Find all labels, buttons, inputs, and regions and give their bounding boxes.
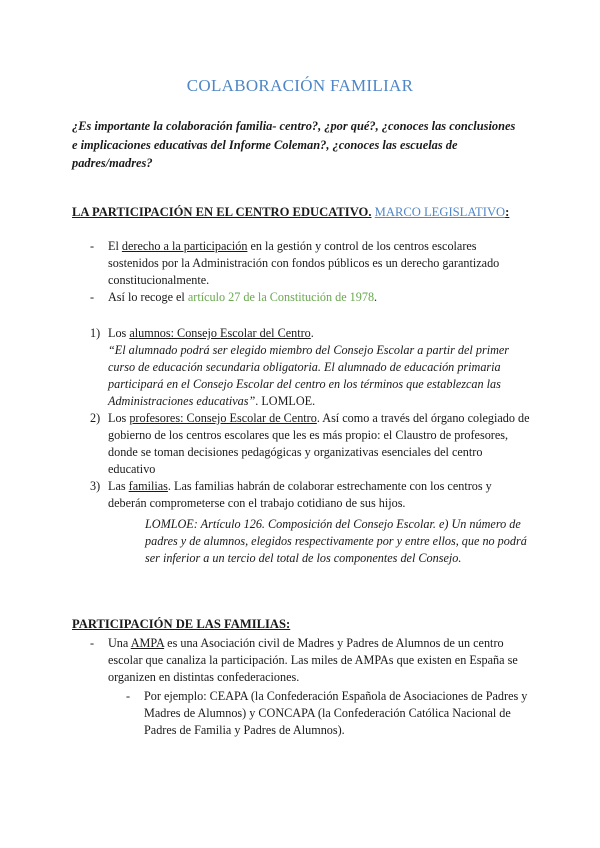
text-span: El (108, 239, 122, 253)
text-span: Una (108, 636, 131, 650)
section1-heading-text: LA PARTICIPACIÓN EN EL CENTRO EDUCATIVO. (72, 205, 372, 219)
underlined-term: profesores: Consejo Escolar de Centro (129, 411, 317, 425)
underlined-term: alumnos: Consejo Escolar del Centro (129, 326, 311, 340)
lomloe-quote-alumnado: “El alumnado podrá ser elegido miembro del Consejo Escolar a partir del primer curso de educación secundaria obligatoria. El alumnado de educación primaria participará en el Consejo Escolar del centro en los términos que establezcan las Administraciones educativas” (108, 343, 510, 408)
list-item (90, 478, 530, 512)
text-span: . Las familias habrán de colaborar estrechamente con los centros y deberán comprometerse con el trabajo cotidiano de sus hijos. (108, 479, 492, 510)
text-span: Los (108, 326, 130, 340)
list-item (90, 325, 530, 410)
list-item (90, 238, 530, 289)
text-span: es una Asociación civil de Madres y Padres de Alumnos de un centro escolar que canaliza la participación. Las miles de AMPAs que existen en España se organizen en distintas confederaciones. (108, 636, 518, 684)
item-number: 1) (90, 326, 101, 340)
item-number: 3) (90, 479, 101, 493)
marco-legislativo-link[interactable]: MARCO LEGISLATIVO (374, 205, 506, 219)
intro-question: ¿Es importante la colaboración familia- centro?, ¿por qué?, ¿conoces las conclusiones e implicaciones educativas del Informe Coleman?, ¿conoces las escuelas de padres/madres? (72, 119, 516, 170)
list-item: - Por ejemplo: CEAPA (la Confederación Española de Asociaciones de Padres y Madres de Alumnos) y CONCAPA (la Confederación Católica Nacional de Padres de Familia y Padres de Alumnos). (126, 688, 531, 739)
text-span: . LOMLOE. (255, 394, 316, 408)
underlined-term: derecho a la participación (121, 239, 248, 253)
underlined-term: AMPA (130, 636, 165, 650)
text-span: Los (108, 411, 130, 425)
section2-bullets (90, 635, 530, 686)
text-span: . (310, 326, 314, 340)
section1-bullets (90, 238, 530, 306)
section2-sub-bullets (126, 688, 531, 739)
section1-heading (72, 203, 532, 222)
lomloe-article-126-quote: LOMLOE: Artículo 126. Composición del Consejo Escolar. e) Un número de padres y de alumnos, elegidos respectivamente por y entre ellos, que no podrá ser inferior a un tercio del total de los componentes del Consejo. (145, 517, 527, 565)
text-span: . Así como a través del órgano colegiado de gobierno de los centros escolares que les es más propio: el Claustro de profesores, donde se toman decisiones pedagógicas y organizativas esenciales del centro educativo (108, 411, 530, 476)
list-item (90, 635, 530, 686)
list-item (90, 410, 530, 478)
item-number: 2) (90, 411, 101, 425)
constitution-reference: artículo 27 de la Constitución de 1978 (187, 290, 375, 304)
text-span: Las (108, 479, 129, 493)
underlined-term: familias (128, 479, 168, 493)
text-span: . (374, 290, 378, 304)
section1-numbered-list (90, 325, 530, 512)
list-item (90, 289, 530, 306)
section2-heading: PARTICIPACIÓN DE LAS FAMILIAS: (72, 617, 291, 631)
text-span: en la gestión y control de los centros escolares sostenidos por la Administración con fondos públicos es un derecho garantizado constitucionalmente. (108, 239, 500, 287)
page-title: COLABORACIÓN FAMILIAR (186, 76, 414, 95)
text-span: Así lo recoge el (108, 290, 188, 304)
section1-colon: : (505, 205, 510, 219)
